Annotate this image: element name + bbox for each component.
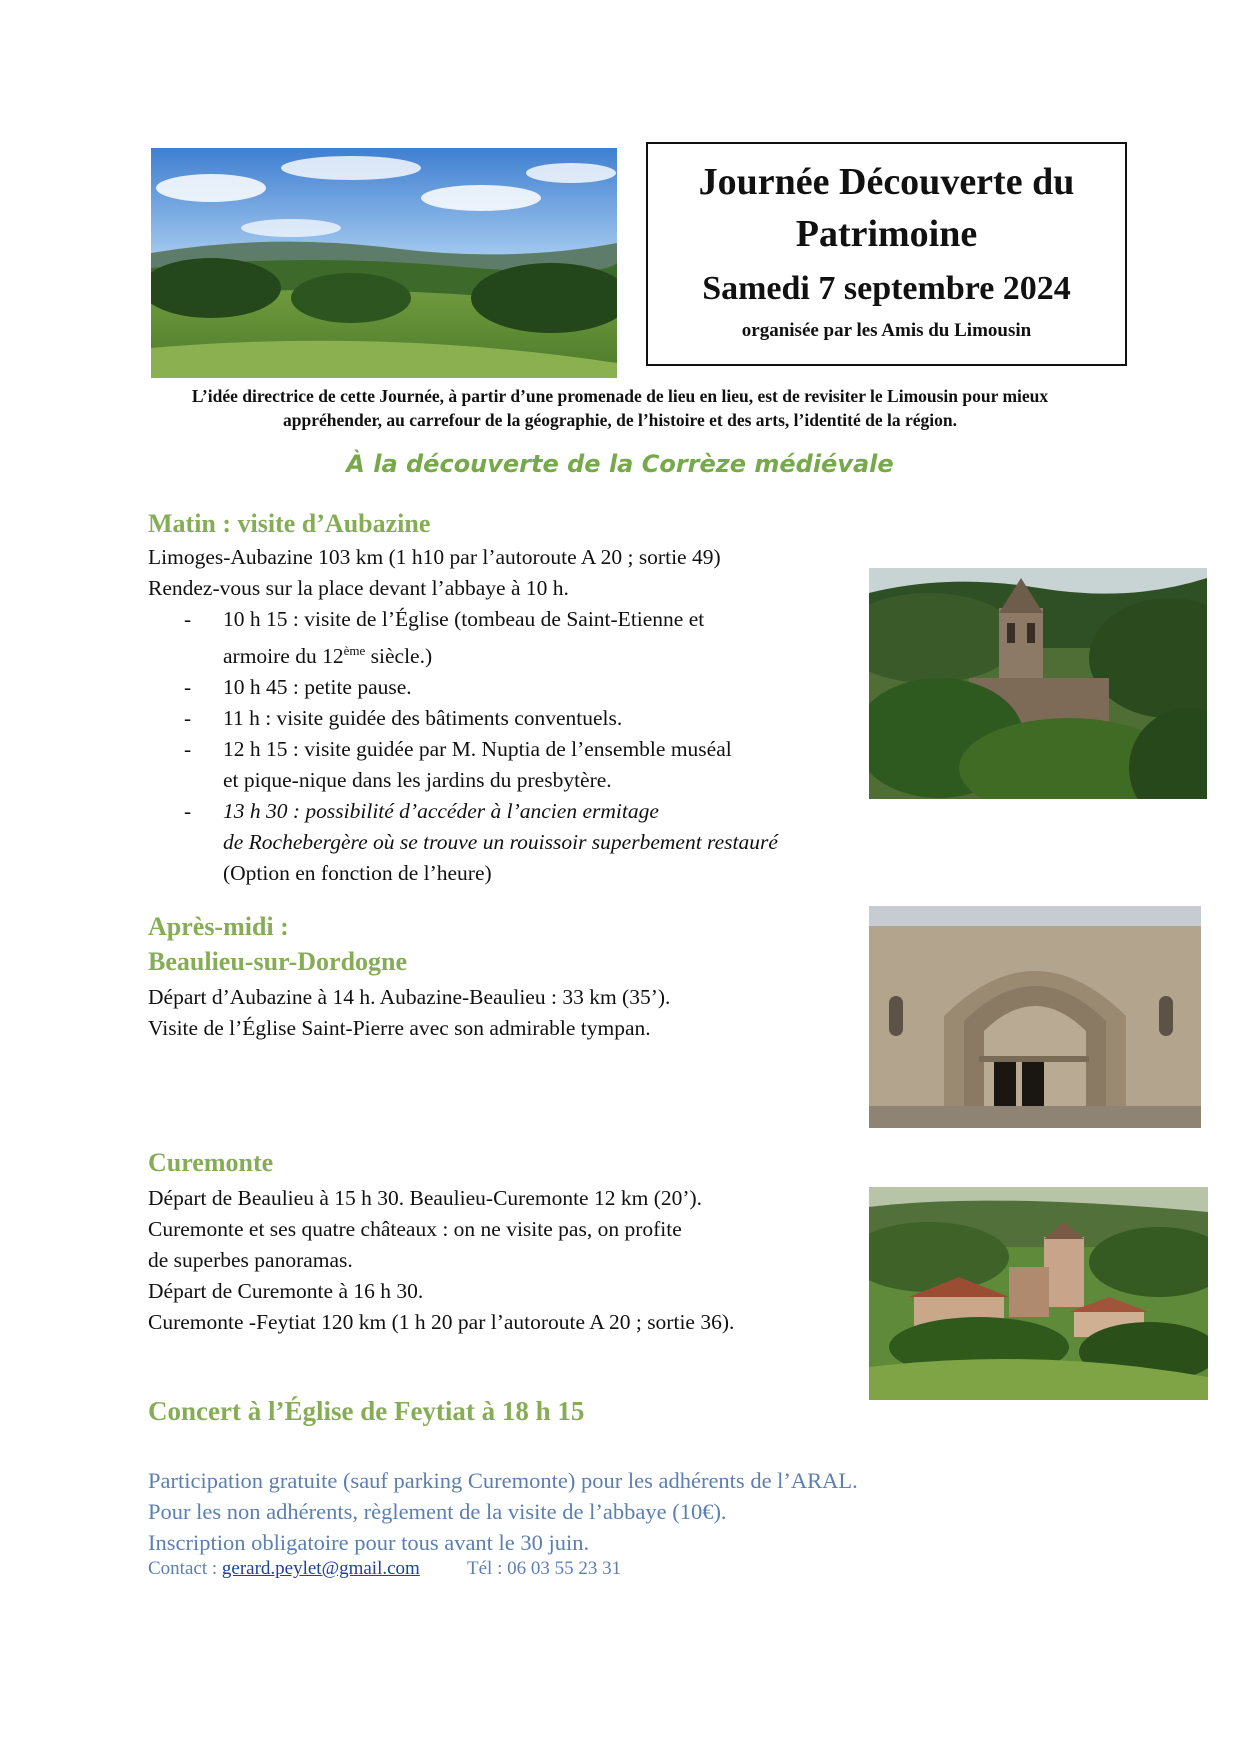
afternoon-line: Départ d’Aubazine à 14 h. Aubazine-Beaulieu : 33 km (35’).	[148, 985, 671, 1009]
beaulieu-heading: Beaulieu-sur-Dordogne	[148, 947, 408, 976]
footer-line: Inscription obligatoire pour tous avant le 30 juin.	[148, 1530, 590, 1555]
curemonte-line: Départ de Curemonte à 16 h 30.	[148, 1279, 424, 1303]
morning-route: Limoges-Aubazine 103 km (1 h10 par l’autoroute A 20 ; sortie 49)	[148, 545, 721, 569]
curemonte-line: de superbes panoramas.	[148, 1248, 353, 1272]
curemonte-line: Curemonte -Feytiat 120 km (1 h 20 par l’autoroute A 20 ; sortie 36).	[148, 1310, 735, 1334]
list-item	[148, 672, 888, 703]
organizer: organisée par les Amis du Limousin	[741, 320, 1032, 341]
concert-heading: Concert à l’Église de Feytiat à 18 h 15	[148, 1396, 585, 1426]
title-line-2: Patrimoine	[795, 213, 978, 255]
email-link[interactable]: gerard.peylet@gmail.com	[221, 1558, 420, 1579]
item-text: 11 h : visite guidée des bâtiments conventuels.	[223, 706, 623, 731]
title-box	[646, 142, 1127, 366]
event-title	[648, 156, 1125, 260]
curemonte-line: Curemonte et ses quatre châteaux : on ne visite pas, on profite	[148, 1217, 682, 1241]
afternoon-section	[148, 982, 868, 1044]
afternoon-line: Visite de l’Église Saint-Pierre avec son admirable tympan.	[148, 1016, 651, 1040]
dash: -	[184, 607, 192, 631]
footer-line: Pour les non adhérents, règlement de la visite de l’abbaye (10€).	[148, 1499, 727, 1524]
item-text: de Rochebergère où se trouve un rouissoir superbement restauré	[223, 830, 778, 855]
aubazine-abbey-photo	[869, 568, 1207, 799]
contact-line	[148, 1558, 621, 1580]
dash: -	[184, 706, 192, 731]
participation-info	[148, 1465, 858, 1558]
landscape-photo	[151, 148, 617, 378]
intro-line-1: L’idée directrice de cette Journée, à partir d’une promenade de lieu en lieu, est de revisiter le Limousin pour mieux	[191, 386, 1049, 406]
dash: -	[184, 737, 192, 762]
contact-label: Contact :	[148, 1558, 222, 1579]
superscript: ème	[343, 643, 366, 658]
item-text: 10 h 45 : petite pause.	[223, 675, 412, 700]
morning-section	[148, 542, 888, 889]
list-item	[148, 604, 888, 672]
item-text: 10 h 15 : visite de l’Église (tombeau de Saint-Etienne et	[223, 607, 705, 631]
item-text: 13 h 30 : possibilité d’accéder à l’ancien ermitage	[223, 799, 659, 824]
afternoon-heading: Après-midi :	[148, 912, 289, 941]
list-item	[148, 703, 888, 734]
subtitle: À la découverte de la Corrèze médiévale	[346, 450, 894, 478]
item-text: (Option en fonction de l’heure)	[223, 861, 492, 886]
item-text: siècle.)	[365, 644, 433, 669]
item-text: et pique-nique dans les jardins du presbytère.	[223, 768, 612, 793]
morning-meeting: Rendez-vous sur la place devant l’abbaye à 10 h.	[148, 576, 569, 600]
dash: -	[184, 799, 192, 824]
dash: -	[184, 675, 192, 700]
curemonte-section	[148, 1183, 888, 1338]
curemonte-line: Départ de Beaulieu à 15 h 30. Beaulieu-Curemonte 12 km (20’).	[148, 1186, 703, 1210]
curemonte-heading: Curemonte	[148, 1148, 274, 1177]
title-line-1: Journée Découverte du	[698, 161, 1075, 203]
list-item	[148, 734, 888, 796]
list-item	[148, 796, 888, 889]
beaulieu-church-photo	[869, 906, 1201, 1128]
footer-line: Participation gratuite (sauf parking Curemonte) pour les adhérents de l’ARAL.	[148, 1468, 858, 1493]
curemonte-village-photo	[869, 1187, 1208, 1400]
phone-number: Tél : 06 03 55 23 31	[467, 1558, 622, 1579]
intro-line-2: appréhender, au carrefour de la géographie, de l’histoire et des arts, l’identité de la région.	[282, 410, 957, 430]
event-date: Samedi 7 septembre 2024	[702, 270, 1071, 307]
item-text: armoire du 12	[223, 644, 344, 669]
intro-paragraph	[150, 384, 1090, 432]
morning-heading: Matin : visite d’Aubazine	[148, 509, 431, 538]
item-text: 12 h 15 : visite guidée par M. Nuptia de l’ensemble muséal	[223, 737, 732, 762]
